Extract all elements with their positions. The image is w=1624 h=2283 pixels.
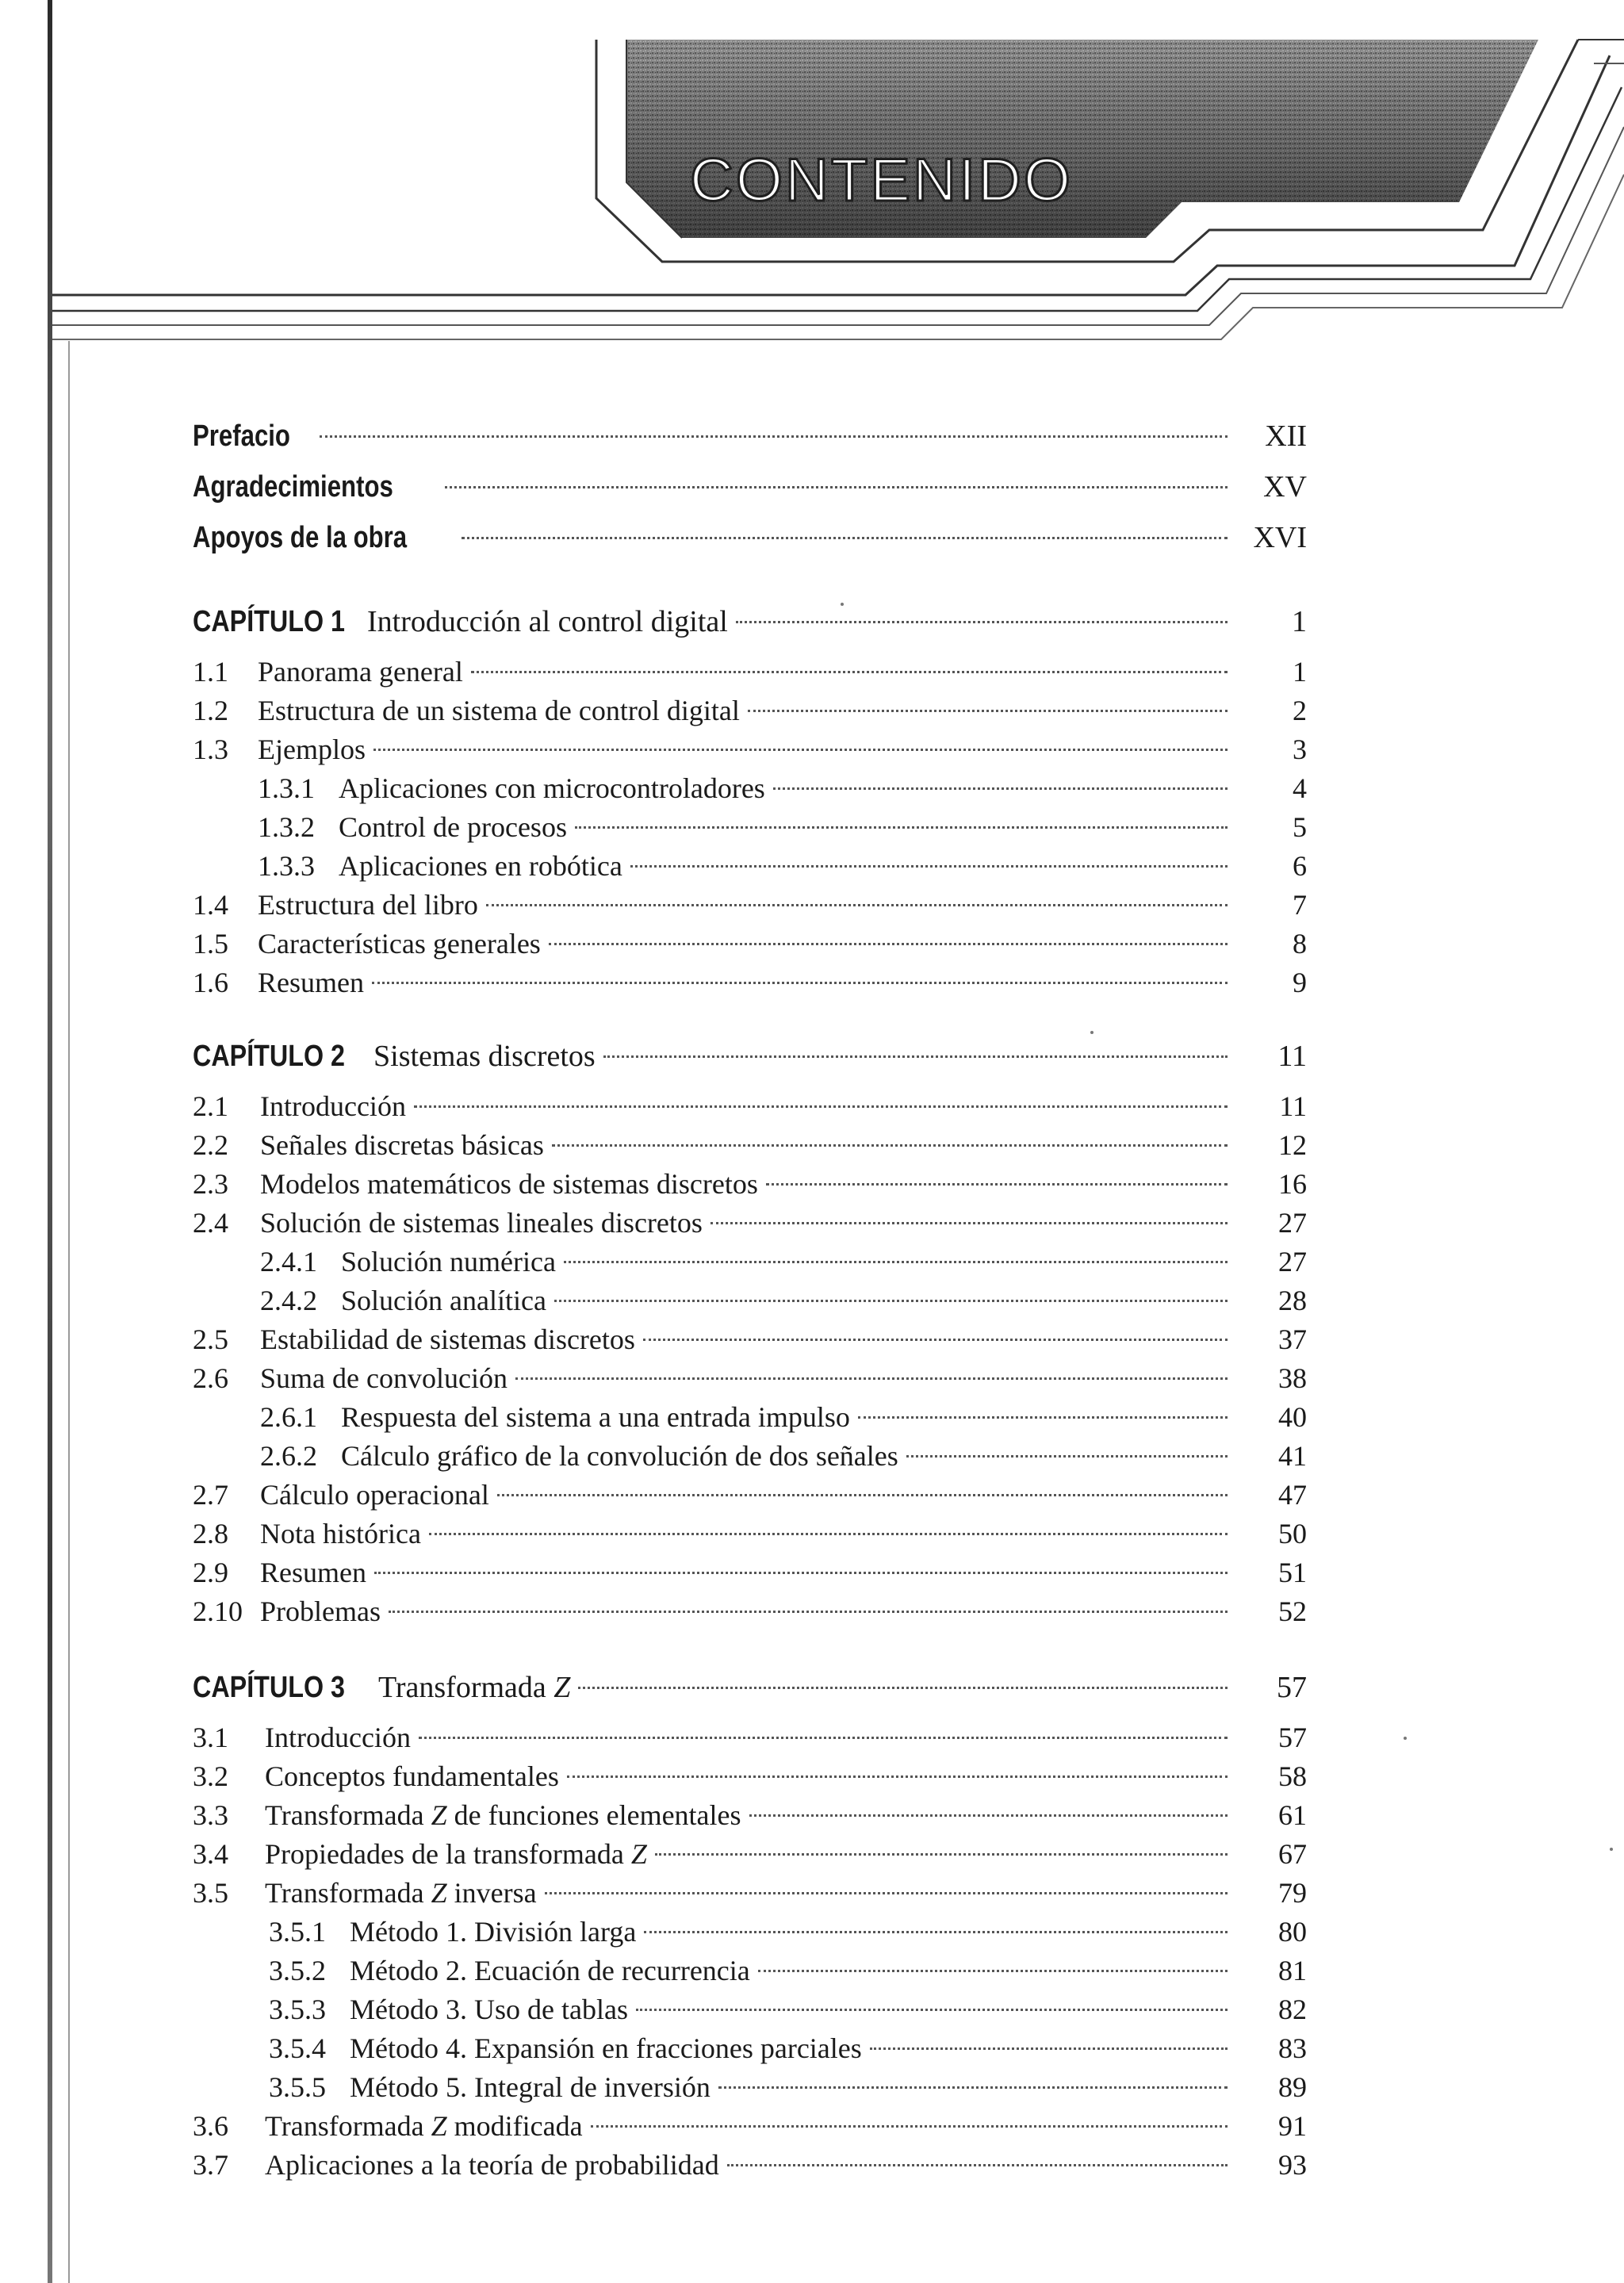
left-margin-rule-thin [68,341,70,2283]
toc-entry [258,810,1307,844]
toc-entry [260,1439,1307,1473]
section-number: 3.4 [193,1838,228,1870]
entry-title: Estructura del libro [258,889,478,921]
page-number: 79 [1278,1877,1307,1909]
leader-dots [320,435,1228,438]
section-number: 3.3 [193,1799,228,1831]
page-number: 1 [1293,656,1307,688]
page-number: 52 [1278,1595,1307,1627]
leader-dots [373,749,1228,751]
section-number: 2.5 [193,1323,228,1355]
toc-entry [260,1245,1307,1278]
page-number: 7 [1293,889,1307,921]
leader-dots [644,1931,1228,1933]
toc-entry [193,927,1307,960]
entry-title: Solución analítica [341,1285,546,1316]
leader-dots [575,826,1228,829]
page-number: 5 [1293,811,1307,843]
entry-title: Estabilidad de sistemas discretos [260,1323,635,1355]
page-number: 28 [1278,1285,1307,1316]
page-number: 57 [1277,1671,1307,1704]
leader-dots [567,1775,1228,1778]
toc-entry [193,1556,1307,1589]
leader-dots [718,2086,1228,2089]
page-number: 80 [1278,1916,1307,1948]
page-number: 11 [1277,1040,1307,1073]
chapter-title: Transformada Z [378,1671,571,1704]
section-number: 1.1 [193,656,228,688]
entry-title: Introducción [260,1090,406,1122]
entry-title: Resumen [260,1557,366,1588]
page-number: 91 [1278,2110,1307,2142]
entry-title: Control de procesos [339,811,567,843]
leader-dots [643,1339,1228,1341]
toc-entry [193,694,1307,727]
section-number: 3.5.4 [269,2032,326,2064]
section-number: 2.6.1 [260,1401,317,1433]
entry-title: Panorama general [258,656,463,688]
scan-speck [841,603,844,606]
leader-dots [414,1105,1228,1108]
page-number: 58 [1278,1760,1307,1792]
page-number: 50 [1278,1518,1307,1549]
entry-title: Aplicaciones en robótica [339,850,622,882]
toc-entry [269,1915,1307,1948]
entry-title: Respuesta del sistema a una entrada impulso [341,1401,850,1433]
chapter-label: CAPÍTULO 1 [193,605,346,638]
toc-chapter-2 [193,1039,1307,1074]
toc-entry [193,1478,1307,1511]
entry-title: Cálculo operacional [260,1479,489,1511]
section-number: 3.5.1 [269,1916,326,1948]
entry-title: Cálculo gráfico de la convolución de dos señales [341,1440,898,1472]
leader-dots [374,1572,1228,1574]
section-number: 3.1 [193,1722,228,1753]
leader-dots [552,1144,1228,1147]
section-number: 3.5.5 [269,2071,326,2103]
leader-dots [727,2164,1228,2166]
toc-entry [193,1876,1307,1910]
entry-title: Apoyos de la obra [193,521,408,554]
section-number: 2.4.1 [260,1246,317,1277]
toc-entry [193,1595,1307,1628]
toc-entry [193,1167,1307,1201]
entry-title: Introducción [265,1722,411,1753]
page-number: 12 [1278,1129,1307,1161]
leader-dots [554,1300,1228,1302]
page-number: 9 [1293,967,1307,998]
leader-dots [748,710,1228,712]
toc-entry [193,1721,1307,1754]
section-number: 2.8 [193,1518,228,1549]
page-number: 38 [1278,1362,1307,1394]
entry-title: Método 2. Ecuación de recurrencia [350,1955,750,1986]
leader-dots [736,621,1228,623]
leader-dots [462,537,1228,539]
section-number: 1.3.2 [258,811,315,843]
page-number: 4 [1293,772,1307,804]
chapter-title: Sistemas discretos [373,1040,596,1073]
entry-title: Transformada Z modificada [265,2110,583,2142]
toc-entry [193,1206,1307,1239]
toc-entry [269,1954,1307,1987]
leader-dots [564,1261,1228,1263]
section-number: 2.2 [193,1129,228,1161]
toc-entry [193,733,1307,766]
leader-dots [429,1533,1228,1535]
toc-entry [193,888,1307,921]
page-number: 6 [1293,850,1307,882]
entry-title: Nota histórica [260,1518,421,1549]
page-number: 47 [1278,1479,1307,1511]
entry-title: Método 4. Expansión en fracciones parciales [350,2032,862,2064]
section-number: 2.3 [193,1168,228,1200]
leader-dots [445,486,1228,488]
entry-title: Características generales [258,928,541,960]
leader-dots [591,2125,1228,2128]
scan-speck [1610,1848,1613,1851]
toc-front-prefacio [193,419,1307,454]
toc-entry [193,1517,1307,1550]
page-number: 57 [1278,1722,1307,1753]
section-number: 2.9 [193,1557,228,1588]
toc-entry [260,1284,1307,1317]
entry-title: Aplicaciones con microcontroladores [339,772,765,804]
entry-title: Método 5. Integral de inversión [350,2071,710,2103]
entry-title: Suma de convolución [260,1362,508,1394]
page-number: 40 [1278,1401,1307,1433]
entry-title: Resumen [258,967,364,998]
toc-entry [193,2148,1307,2181]
leader-dots [578,1687,1228,1689]
toc-entry [193,1090,1307,1123]
page-number: 3 [1293,734,1307,765]
page-number: XV [1263,470,1307,504]
leader-dots [749,1814,1228,1817]
page-number: 67 [1278,1838,1307,1870]
section-number: 1.3 [193,734,228,765]
toc-entry [269,1993,1307,2026]
leader-dots [858,1416,1228,1419]
page-number: 37 [1278,1323,1307,1355]
section-number: 1.2 [193,695,228,726]
section-number: 2.7 [193,1479,228,1511]
section-number: 1.3.3 [258,850,315,882]
page-number: 93 [1278,2149,1307,2181]
page-number: 51 [1278,1557,1307,1588]
leader-dots [710,1222,1228,1224]
page-number: 61 [1278,1799,1307,1831]
section-number: 3.5.3 [269,1994,326,2025]
toc-entry [258,772,1307,805]
toc-entry [193,2109,1307,2143]
page-number: 82 [1278,1994,1307,2025]
page-number: 11 [1279,1090,1307,1122]
chapter-label: CAPÍTULO 2 [193,1040,346,1073]
section-number: 3.5.2 [269,1955,326,1986]
toc-entry [193,1798,1307,1832]
leader-dots [471,671,1228,673]
section-number: 3.2 [193,1760,228,1792]
section-number: 1.3.1 [258,772,315,804]
entry-title: Propiedades de la transformada Z [265,1838,647,1870]
entry-title: Conceptos fundamentales [265,1760,559,1792]
toc-front-agradecimientos [193,469,1307,504]
section-number: 2.4.2 [260,1285,317,1316]
leader-dots [773,787,1228,790]
leader-dots [655,1853,1228,1856]
toc-front-apoyos [193,520,1307,555]
section-number: 2.6.2 [260,1440,317,1472]
section-number: 2.4 [193,1207,228,1239]
leader-dots [603,1055,1228,1058]
leader-dots [630,865,1228,868]
section-number: 2.10 [193,1595,243,1627]
scan-speck [1090,1031,1094,1034]
page-title: CONTENIDO [690,147,1073,214]
entry-title: Prefacio [193,419,290,453]
entry-title: Solución de sistemas lineales discretos [260,1207,703,1239]
leader-dots [372,982,1228,984]
leader-dots [549,943,1228,945]
chapter-label: CAPÍTULO 3 [193,1671,346,1704]
toc-entry [193,1128,1307,1162]
chapter-title: Introducción al control digital [367,605,728,638]
page-number: 83 [1278,2032,1307,2064]
entry-title: Problemas [260,1595,381,1627]
page-number: 2 [1293,695,1307,726]
leader-dots [758,1970,1228,1972]
toc-chapter-1 [193,604,1307,639]
page-number: XII [1265,419,1307,453]
page-number: 27 [1278,1207,1307,1239]
entry-title: Agradecimientos [193,470,393,504]
page-number: 8 [1293,928,1307,960]
page-number: 89 [1278,2071,1307,2103]
leader-dots [636,2009,1228,2011]
entry-title: Método 1. División larga [350,1916,637,1948]
leader-dots [389,1611,1228,1613]
entry-title: Señales discretas básicas [260,1129,544,1161]
entry-title: Modelos matemáticos de sistemas discretos [260,1168,758,1200]
page-number: 81 [1278,1955,1307,1986]
entry-title: Solución numérica [341,1246,556,1277]
page-number: 16 [1278,1168,1307,1200]
page-number: 1 [1292,605,1307,638]
leader-dots [545,1892,1228,1894]
section-number: 3.7 [193,2149,228,2181]
toc-entry [258,849,1307,883]
leader-dots [497,1494,1228,1496]
entry-title: Aplicaciones a la teoría de probabilidad [265,2149,719,2181]
section-number: 1.4 [193,889,228,921]
toc-chapter-3 [193,1670,1307,1705]
page-number: 41 [1278,1440,1307,1472]
section-number: 1.6 [193,967,228,998]
toc-entry [269,2032,1307,2065]
leader-dots [515,1377,1228,1380]
toc-entry [193,1362,1307,1395]
toc-entry [269,2070,1307,2104]
leader-dots [766,1183,1228,1186]
section-number: 1.5 [193,928,228,960]
entry-title: Transformada Z inversa [265,1877,537,1909]
toc-entry [193,966,1307,999]
leader-dots [486,904,1228,906]
entry-title: Método 3. Uso de tablas [350,1994,628,2025]
toc-entry [193,1837,1307,1871]
page-number: 27 [1278,1246,1307,1277]
entry-title: Estructura de un sistema de control digital [258,695,740,726]
leader-dots [906,1455,1228,1458]
toc-entry [260,1400,1307,1434]
entry-title: Transformada Z de funciones elementales [265,1799,741,1831]
section-number: 2.1 [193,1090,228,1122]
section-number: 3.5 [193,1877,228,1909]
entry-title: Ejemplos [258,734,366,765]
scan-speck [1404,1737,1407,1740]
section-number: 2.6 [193,1362,228,1394]
toc-entry [193,1323,1307,1356]
page-number: XVI [1253,521,1307,554]
toc-entry [193,655,1307,688]
leader-dots [419,1737,1228,1739]
leader-dots [870,2047,1228,2050]
toc-entry [193,1760,1307,1793]
section-number: 3.6 [193,2110,228,2142]
